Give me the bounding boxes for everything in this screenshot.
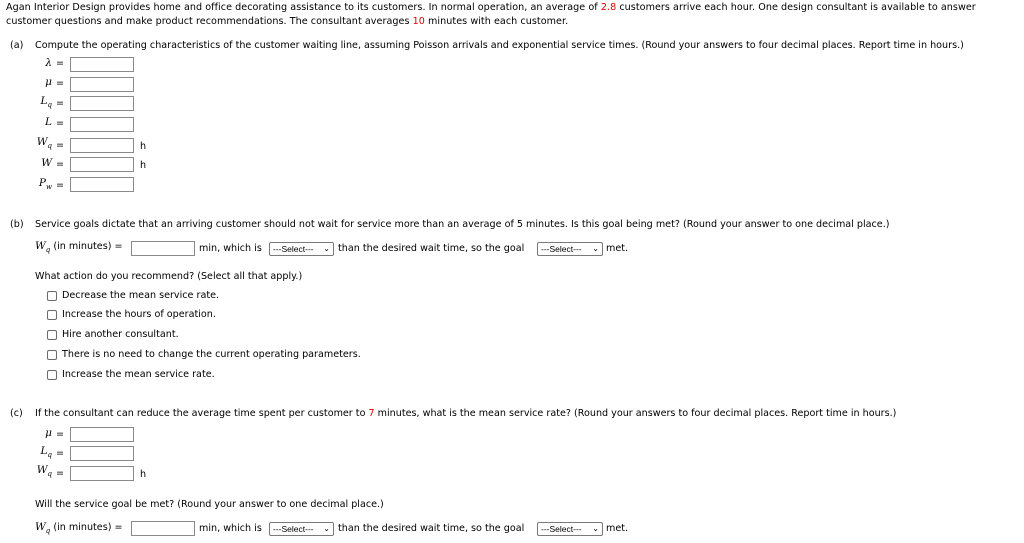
- intro-text-2: customers arrive each hour. One design consultant is available to answer customer questions and make product recommendations. The consultant averages: [6, 2, 976, 27]
- pw-input[interactable]: [70, 177, 134, 192]
- new-service-time-value: 7: [368, 408, 375, 419]
- option-label: Increase the hours of operation.: [62, 309, 216, 320]
- wq-input[interactable]: [70, 138, 134, 153]
- part-c-goal-text: than the desired wait time, so the goal: [338, 523, 525, 534]
- equals-sign: =: [55, 140, 65, 151]
- part-c-min-text: min, which is: [199, 523, 262, 534]
- part-b-min-text: min, which is: [199, 243, 262, 254]
- part-a-label: (a): [10, 40, 24, 51]
- part-b-comparison-select[interactable]: ---Select--- ⌄: [269, 242, 334, 256]
- part-c-met-text: met.: [606, 523, 629, 534]
- checkbox[interactable]: [47, 370, 57, 380]
- lq-symbol: $L_q$: [40, 445, 52, 460]
- lq-input[interactable]: [70, 96, 134, 111]
- equals-sign: =: [55, 98, 65, 109]
- lq-symbol: $L_q$: [40, 95, 52, 110]
- chevron-down-icon: ⌄: [323, 244, 330, 253]
- part-c-question: If the consultant can reduce the average time spent per customer to 7 minutes, what is the mean service rate? (Round your answers to four decimal places. Report time in hours.): [35, 408, 897, 419]
- option-label: Hire another consultant.: [62, 329, 179, 340]
- part-b-question: Service goals dictate that an arriving customer should not wait for service more than an average of 5 minutes. Is this goal being met? (Round your answer to one decimal place.): [35, 219, 890, 230]
- intro-text-3: minutes with each customer.: [424, 16, 569, 27]
- part-c-wq-label: $W_q$ (in minutes) =: [35, 521, 123, 535]
- equals-sign: =: [55, 448, 65, 459]
- recommend-question: What action do you recommend? (Select all that apply.): [35, 271, 303, 282]
- w-symbol: W: [41, 157, 52, 169]
- mu-symbol: μ: [45, 427, 52, 439]
- pw-symbol: $P_w$: [38, 177, 52, 192]
- equals-sign: =: [55, 78, 65, 89]
- part-b-label: (b): [10, 219, 24, 230]
- arrival-rate-value: 2.8: [600, 2, 617, 13]
- chevron-down-icon: ⌄: [592, 524, 599, 533]
- l-symbol: L: [45, 116, 52, 128]
- part-c-wq-minutes-input[interactable]: [131, 521, 195, 536]
- hours-unit: h: [140, 141, 147, 152]
- lambda-symbol: λ: [45, 57, 52, 69]
- part-c-goal-select[interactable]: ---Select--- ⌄: [537, 522, 603, 536]
- part-b-goal-select[interactable]: ---Select--- ⌄: [537, 242, 603, 256]
- part-c-lq-input[interactable]: [70, 446, 134, 461]
- service-time-value: 10: [412, 16, 425, 27]
- equals-sign: =: [55, 118, 65, 129]
- part-b-wq-label: $W_q$ (in minutes) =: [35, 240, 123, 254]
- intro-text-1: Agan Interior Design provides home and office decorating assistance to its customers. In normal operation, an average of: [6, 2, 601, 13]
- equals-sign: =: [55, 159, 65, 170]
- problem-statement: [6, 1, 1022, 29]
- part-b-wq-minutes-input[interactable]: [131, 241, 195, 256]
- equals-sign: =: [55, 468, 65, 479]
- part-a-question: Compute the operating characteristics of the customer waiting line, assuming Poisson arrivals and exponential service times. (Round your answers to four decimal places. Report time in hours.): [35, 40, 964, 51]
- checkbox[interactable]: [47, 350, 57, 360]
- equals-sign: =: [55, 58, 65, 69]
- chevron-down-icon: ⌄: [323, 524, 330, 533]
- chevron-down-icon: ⌄: [592, 244, 599, 253]
- checkbox[interactable]: [47, 310, 57, 320]
- checkbox[interactable]: [47, 330, 57, 340]
- checkbox[interactable]: [47, 291, 57, 301]
- part-c-comparison-select[interactable]: ---Select--- ⌄: [269, 522, 334, 536]
- mu-symbol: μ: [45, 76, 52, 88]
- w-input[interactable]: [70, 157, 134, 172]
- equals-sign: =: [55, 429, 65, 440]
- part-c-label: (c): [10, 408, 23, 419]
- part-b-met-text: met.: [606, 243, 629, 254]
- option-label: Increase the mean service rate.: [62, 369, 215, 380]
- option-label: Decrease the mean service rate.: [62, 290, 220, 301]
- l-input[interactable]: [70, 117, 134, 132]
- part-b-goal-text: than the desired wait time, so the goal: [338, 243, 525, 254]
- wq-symbol: $W_q$: [36, 464, 52, 479]
- equals-sign: =: [55, 180, 65, 191]
- lambda-input[interactable]: [70, 57, 134, 72]
- part-c-wq-input[interactable]: [70, 466, 134, 481]
- goal-question: Will the service goal be met? (Round your answer to one decimal place.): [35, 499, 384, 510]
- wq-symbol: $W_q$: [36, 136, 52, 151]
- part-c-mu-input[interactable]: [70, 427, 134, 442]
- option-label: There is no need to change the current operating parameters.: [62, 349, 361, 360]
- hours-unit: h: [140, 160, 147, 171]
- hours-unit: h: [140, 469, 147, 480]
- mu-input[interactable]: [70, 77, 134, 92]
